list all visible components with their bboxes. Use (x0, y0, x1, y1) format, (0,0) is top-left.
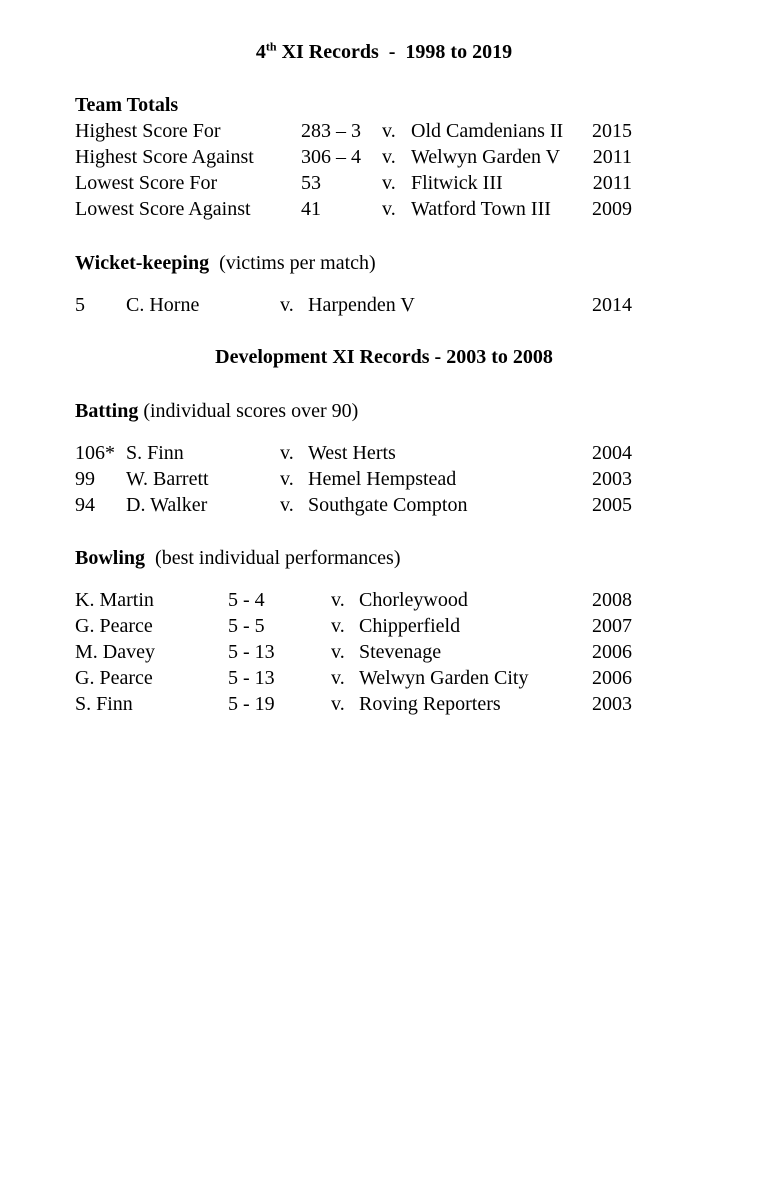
opponent: Stevenage (359, 641, 442, 663)
opponent: Flitwick III (411, 172, 503, 194)
opponent: Hemel Hempstead (308, 468, 457, 490)
fourth-xi-title (0, 39, 768, 65)
team-total-label: Highest Score Against (75, 146, 254, 168)
bowling-figures: 5 - 19 (228, 693, 275, 715)
player: S. Finn (126, 442, 184, 464)
opponent: Chipperfield (359, 615, 461, 637)
player: G. Pearce (75, 667, 153, 689)
bowling-heading: Bowling (75, 547, 146, 569)
victims: 5 (75, 294, 85, 316)
batting-heading-line (75, 398, 358, 424)
year: 2011 (592, 172, 632, 194)
player: G. Pearce (75, 615, 153, 637)
year: 2007 (592, 615, 632, 637)
opponent: Roving Reporters (359, 693, 501, 715)
player: C. Horne (126, 294, 200, 316)
year: 2009 (592, 198, 632, 220)
batting-subtitle: (individual scores over 90) (143, 400, 359, 422)
versus: v. (382, 120, 396, 142)
versus: v. (280, 442, 294, 464)
team-total-label: Lowest Score For (75, 172, 218, 194)
versus: v. (280, 294, 294, 316)
opponent: Welwyn Garden City (359, 667, 529, 689)
bowling-figures: 5 - 5 (228, 615, 265, 637)
opponent: Watford Town III (411, 198, 551, 220)
year: 2008 (592, 589, 632, 611)
title-rest: XI Records - 1998 to 2019 (276, 41, 513, 63)
bowling-figures: 5 - 13 (228, 667, 275, 689)
batting-score: 106* (75, 442, 115, 464)
title-ordinal-suffix: th (265, 39, 277, 54)
opponent: West Herts (308, 442, 396, 464)
opponent: Old Camdenians II (411, 120, 564, 142)
versus: v. (382, 172, 396, 194)
year: 2006 (592, 641, 632, 663)
versus: v. (331, 615, 345, 637)
batting-score: 99 (75, 468, 95, 490)
player: S. Finn (75, 693, 133, 715)
title-ordinal: 4 (255, 41, 266, 63)
player: W. Barrett (126, 468, 209, 490)
player: M. Davey (75, 641, 155, 663)
team-total-label: Lowest Score Against (75, 198, 251, 220)
versus: v. (280, 468, 294, 490)
player: D. Walker (126, 494, 208, 516)
opponent: Harpenden V (308, 294, 415, 316)
bowling-heading-line (75, 545, 401, 571)
year: 2005 (592, 494, 632, 516)
year: 2014 (592, 294, 632, 316)
year: 2004 (592, 442, 632, 464)
team-total-score: 53 (301, 172, 321, 194)
bowling-figures: 5 - 13 (228, 641, 275, 663)
opponent: Welwyn Garden V (411, 146, 561, 168)
versus: v. (331, 667, 345, 689)
year: 2011 (592, 146, 632, 168)
team-totals-heading: Team Totals (75, 94, 179, 116)
team-total-score: 283 – 3 (301, 120, 361, 142)
versus: v. (331, 693, 345, 715)
year: 2006 (592, 667, 632, 689)
team-total-score: 41 (301, 198, 321, 220)
versus: v. (382, 146, 396, 168)
opponent: Chorleywood (359, 589, 468, 611)
bowling-subtitle: (best individual performances) (155, 547, 401, 569)
team-total-score: 306 – 4 (301, 146, 361, 168)
year: 2003 (592, 468, 632, 490)
versus: v. (280, 494, 294, 516)
wicket-keeping-subtitle: (victims per match) (219, 252, 376, 274)
year: 2015 (592, 120, 632, 142)
versus: v. (331, 641, 345, 663)
batting-heading: Batting (75, 400, 139, 422)
versus: v. (382, 198, 396, 220)
year: 2003 (592, 693, 632, 715)
player: K. Martin (75, 589, 154, 611)
wicket-keeping-heading-line (75, 250, 376, 276)
versus: v. (331, 589, 345, 611)
batting-score: 94 (75, 494, 95, 516)
development-xi-title: Development XI Records - 2003 to 2008 (215, 346, 553, 368)
opponent: Southgate Compton (308, 494, 468, 516)
wicket-keeping-heading: Wicket-keeping (75, 252, 210, 274)
bowling-figures: 5 - 4 (228, 589, 265, 611)
team-total-label: Highest Score For (75, 120, 221, 142)
